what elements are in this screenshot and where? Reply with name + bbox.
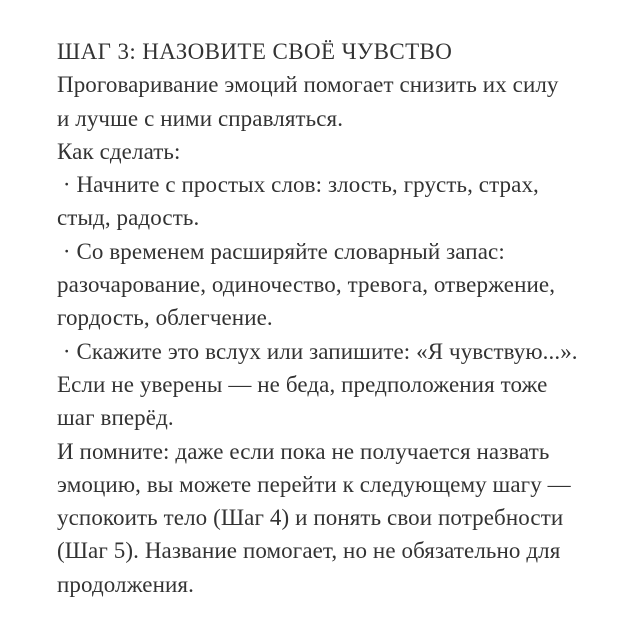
text-line: · Начните с простых слов: злость, грусть, страх,	[57, 172, 539, 198]
text-line: (Шаг 5). Название помогает, но не обязательно для	[57, 538, 561, 564]
body-text	[57, 68, 610, 601]
text-line: продолжения.	[57, 571, 194, 597]
text-line: эмоцию, вы можете перейти к следующему шагу —	[57, 471, 571, 497]
text-line: и лучше с ними справляться.	[57, 105, 344, 131]
text-line: гордость, облегчение.	[57, 305, 273, 331]
text-line: стыд, радость.	[57, 205, 200, 231]
text-line: И помните: даже если пока не получается назвать	[57, 438, 550, 464]
text-line: · Со временем расширяйте словарный запас:	[57, 238, 505, 264]
text-line: успокоить тело (Шаг 4) и понять свои потребности	[57, 505, 564, 531]
text-line: шаг вперёд.	[57, 405, 174, 431]
text-line: Как сделать:	[57, 138, 181, 164]
text-line: · Скажите это вслух или запишите: «Я чувствую...».	[57, 338, 578, 364]
text-line: разочарование, одиночество, тревога, отвержение,	[57, 272, 556, 298]
page-title: ШАГ 3: НАЗОВИТЕ СВОЁ ЧУВСТВО	[57, 39, 453, 64]
text-line: Если не уверены — не беда, предположения тоже	[57, 371, 548, 397]
text-line: Проговаривание эмоций помогает снизить их силу	[57, 72, 559, 98]
